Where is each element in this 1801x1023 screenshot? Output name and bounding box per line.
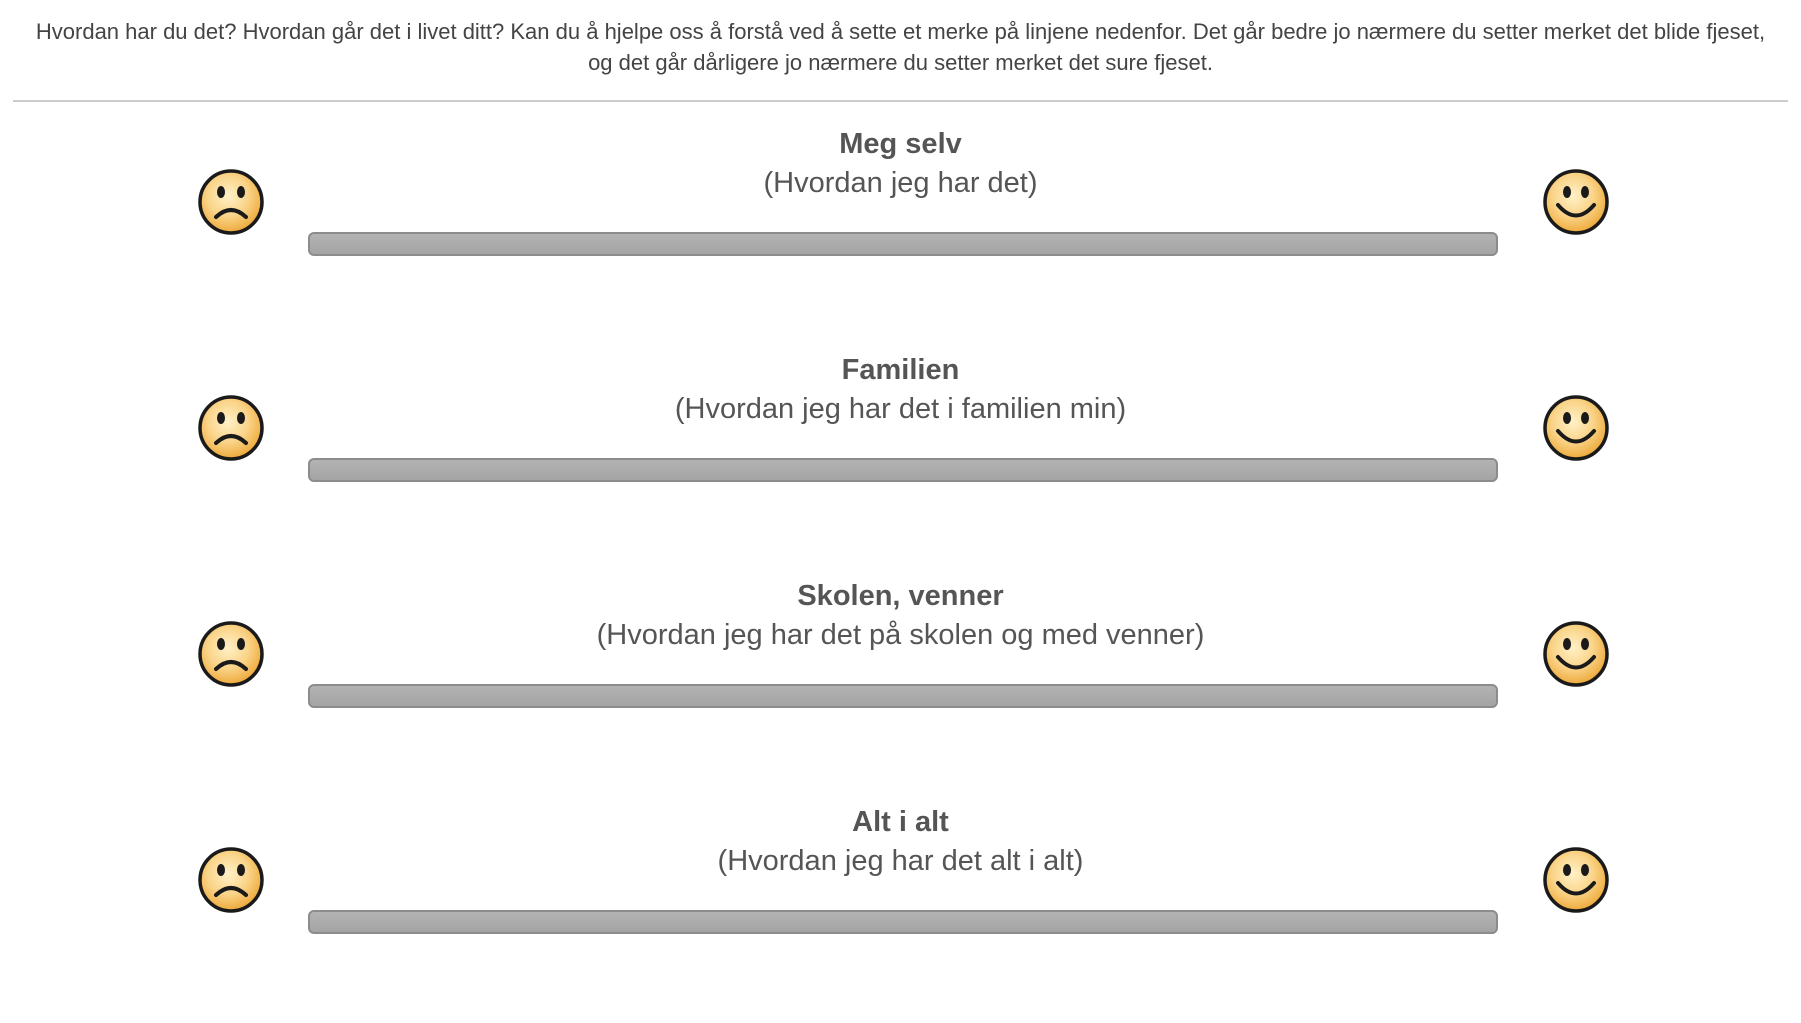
- sad-face-icon: [197, 168, 265, 236]
- rating-slider-track[interactable]: [308, 684, 1498, 708]
- scale-title: Meg selv: [839, 128, 962, 160]
- happy-face-icon: [1542, 846, 1610, 914]
- happy-face-icon: [1542, 394, 1610, 462]
- happy-face-icon: [1542, 620, 1610, 688]
- instructions-text: [12, 16, 1789, 78]
- rating-slider-track[interactable]: [308, 910, 1498, 934]
- header-divider: [13, 100, 1788, 102]
- scale-subtitle: (Hvordan jeg har det alt i alt): [717, 845, 1084, 877]
- scale-alt-i-alt: [0, 804, 1801, 954]
- sad-face-icon: [197, 620, 265, 688]
- scale-familien: [0, 352, 1801, 502]
- scale-subtitle: (Hvordan jeg har det): [763, 167, 1038, 199]
- rating-slider-track[interactable]: [308, 232, 1498, 256]
- scale-title: Familien: [841, 354, 960, 386]
- instructions-line-2: og det går dårligere jo nærmere du setter merket det sure fjeset.: [588, 50, 1213, 75]
- scale-subtitle: (Hvordan jeg har det i familien min): [674, 393, 1127, 425]
- happy-face-icon: [1542, 168, 1610, 236]
- scale-title: Alt i alt: [852, 806, 949, 838]
- sad-face-icon: [197, 394, 265, 462]
- sad-face-icon: [197, 846, 265, 914]
- scale-title: Skolen, venner: [797, 580, 1004, 612]
- scale-skolen-venner: [0, 578, 1801, 728]
- rating-slider-track[interactable]: [308, 458, 1498, 482]
- scale-meg-selv: [0, 126, 1801, 276]
- scale-subtitle: (Hvordan jeg har det på skolen og med venner): [596, 619, 1205, 651]
- instructions-line-1: Hvordan har du det? Hvordan går det i livet ditt? Kan du å hjelpe oss å forstå ved å sette et merke på linjene nedenfor. Det går bedre jo nærmere du setter merket det blide fjeset,: [35, 19, 1766, 44]
